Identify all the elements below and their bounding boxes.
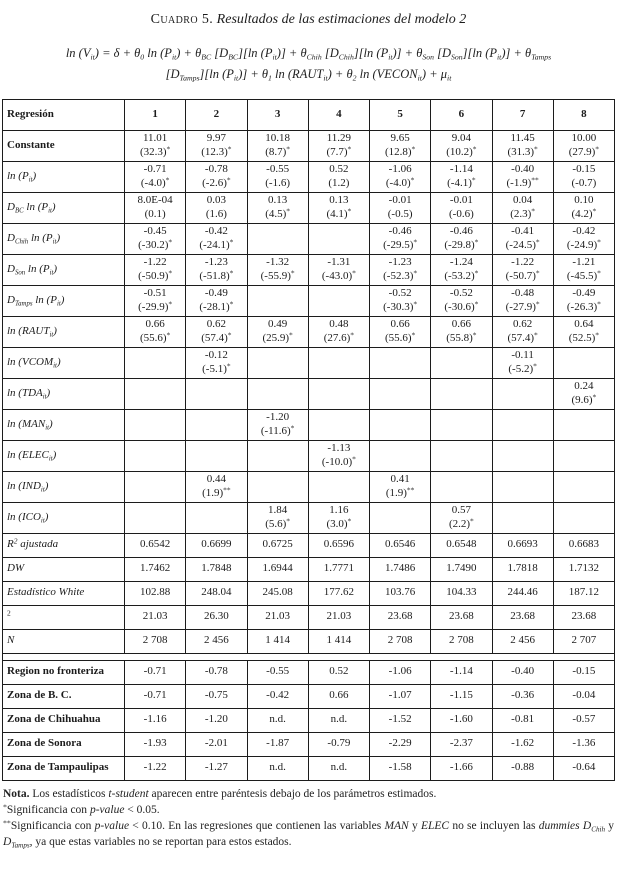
value-cell: -0.55 (-1.6) [247,161,308,192]
value-cell [308,347,369,378]
value-cell: -0.42 (-24.1)* [186,223,247,254]
value-cell: -0.15 (-0.7) [553,161,614,192]
value-cell: -1.06 (-4.0)* [370,161,431,192]
equation-line-1: $\ln (V_{it}) = \delta + \theta_0$ $\ln (P_{it}) + \theta_{BC}$ $[D_{BC}][\ln$ $(P_{it})] + \theta_{Chih}$ $[D_{Chih}][\ln$ $(P_{it})] + \theta_{Son}$ $[D_{Son}][\ln$ $(P_{it})] + \theta_{Tamps}$ [65,46,552,62]
value-cell [492,440,553,471]
corner-label: Regresión [3,99,125,130]
value-cell: -1.15 [431,684,492,708]
table-row [3,316,615,347]
value-cell: 11.29 (7.7)* [308,130,369,161]
value-cell: 1 414 [308,629,369,653]
value-cell: 0.66 (55.6)* [370,316,431,347]
table-row [3,285,615,316]
value-cell: 0.66 (55.8)* [431,316,492,347]
row-label: $\ln (ICO_{it})$ [3,502,125,533]
row-label: Zona de Chihuahua [3,708,125,732]
note-line: Nota. Los estadísticos t-student aparecen entre paréntesis debajo de los parámetros estimados. [3,787,437,800]
equation-line-2: $[D_{Tamps}][\ln$ $(P_{it})] + \theta_1$ $\ln (RAUT_{it}) + \theta_2$ $\ln (VECON_{it}) + \mu_{it}$ [165,67,452,83]
value-cell [247,285,308,316]
value-cell [553,409,614,440]
value-cell: 0.44 (1.9)** [186,471,247,502]
value-cell: 1.7771 [308,557,369,581]
value-cell: -0.15 [553,660,614,684]
value-cell: 21.03 [308,605,369,629]
value-cell: 1.84 (5.6)* [247,502,308,533]
value-cell: 21.03 [247,605,308,629]
row-label: Zona de Sonora [3,732,125,756]
table-row [3,533,615,557]
value-cell: -1.20 (-11.6)* [247,409,308,440]
table-row [3,161,615,192]
model-equation [2,43,615,86]
row-label: $\ln (IND_{it})$ [3,471,125,502]
value-cell: 0.6693 [492,533,553,557]
value-cell [431,471,492,502]
value-cell: 21.03 [125,605,186,629]
table-row [3,130,615,161]
value-cell [308,378,369,409]
table-row [3,254,615,285]
value-cell: -0.11 (-5.2)* [492,347,553,378]
value-cell: -0.49 (-26.3)* [553,285,614,316]
value-cell: -0.04 [553,684,614,708]
value-cell [247,378,308,409]
value-cell: 10.00 (27.9)* [553,130,614,161]
value-cell: 104.33 [431,581,492,605]
value-cell: -1.60 [431,708,492,732]
value-cell [125,502,186,533]
value-cell: 0.6548 [431,533,492,557]
value-cell [431,409,492,440]
value-cell: 9.97 (12.3)* [186,130,247,161]
value-cell: -0.46 (-29.8)* [431,223,492,254]
value-cell: n.d. [247,708,308,732]
value-cell [370,347,431,378]
value-cell: -1.07 [370,684,431,708]
value-cell: 0.48 (27.6)* [308,316,369,347]
table-row [3,223,615,254]
value-cell: -0.55 [247,660,308,684]
value-cell: 0.13 (4.5)* [247,192,308,223]
table-number: Cuadro 5. [150,12,214,27]
value-cell: -1.58 [370,756,431,780]
value-cell: -1.66 [431,756,492,780]
table-row [3,605,615,629]
column-header: 6 [431,99,492,130]
row-label: $\ln (P_{it})$ [3,161,125,192]
row-label: $\ln (ELEC_{it})$ [3,440,125,471]
page-title [2,12,615,28]
value-cell: -0.40 [492,660,553,684]
column-header: 7 [492,99,553,130]
value-cell: -2.29 [370,732,431,756]
value-cell [492,471,553,502]
value-cell [125,347,186,378]
row-label: $D_{BC}$ $\ln (P_{it})$ [3,192,125,223]
value-cell [186,409,247,440]
row-label: $\ln (RAUT_{it})$ [3,316,125,347]
value-cell: 0.6546 [370,533,431,557]
value-cell [553,471,614,502]
value-cell: 0.57 (2.2)* [431,502,492,533]
value-cell: -2.37 [431,732,492,756]
value-cell: 23.68 [492,605,553,629]
value-cell: -0.52 (-30.3)* [370,285,431,316]
value-cell: -0.36 [492,684,553,708]
value-cell: -1.52 [370,708,431,732]
table-body [3,130,615,780]
value-cell: 9.04 (10.2)* [431,130,492,161]
row-label: 2 [3,605,125,629]
value-cell: 2 708 [370,629,431,653]
value-cell: -0.48 (-27.9)* [492,285,553,316]
column-header: 8 [553,99,614,130]
row-label: Zona de Tampaulipas [3,756,125,780]
value-cell: -1.27 [186,756,247,780]
value-cell: 11.45 (31.3)* [492,130,553,161]
value-cell [247,440,308,471]
value-cell: n.d. [308,756,369,780]
value-cell: -1.87 [247,732,308,756]
value-cell [308,471,369,502]
row-label: $D_{Tamps}$ $\ln (P_{it})$ [3,285,125,316]
table-row [3,192,615,223]
table-header [3,99,615,130]
value-cell: 245.08 [247,581,308,605]
value-cell [186,440,247,471]
results-table [2,99,615,781]
value-cell [125,440,186,471]
value-cell [308,223,369,254]
value-cell: 0.6699 [186,533,247,557]
value-cell: 0.66 [308,684,369,708]
table-row [3,347,615,378]
value-cell [308,285,369,316]
value-cell [431,378,492,409]
value-cell: n.d. [247,756,308,780]
value-cell: -1.93 [125,732,186,756]
value-cell: -0.12 (-5.1)* [186,347,247,378]
table-row [3,660,615,684]
value-cell: 0.62 (57.4)* [492,316,553,347]
value-cell [125,378,186,409]
table-row [3,629,615,653]
value-cell: -0.49 (-28.1)* [186,285,247,316]
value-cell: 1.6944 [247,557,308,581]
value-cell [125,409,186,440]
value-cell [247,223,308,254]
value-cell: 0.64 (52.5)* [553,316,614,347]
value-cell [370,502,431,533]
value-cell: 2 456 [492,629,553,653]
note-line: *Significancia con p-value < 0.05. [3,802,160,816]
value-cell [553,502,614,533]
value-cell [370,378,431,409]
value-cell: 244.46 [492,581,553,605]
value-cell: -0.81 [492,708,553,732]
value-cell: -1.23 (-52.3)* [370,254,431,285]
value-cell: n.d. [308,708,369,732]
value-cell: 187.12 [553,581,614,605]
value-cell [308,409,369,440]
value-cell: -0.40 (-1.9)** [492,161,553,192]
separator-cell [3,653,615,660]
value-cell: 0.6725 [247,533,308,557]
value-cell: 10.18 (8.7)* [247,130,308,161]
row-label: $\ln (MAN_{it})$ [3,409,125,440]
table-row [3,684,615,708]
value-cell: 2 708 [431,629,492,653]
value-cell: 0.52 (1.2) [308,161,369,192]
table-row [3,581,615,605]
value-cell [431,347,492,378]
row-label: DW [3,557,125,581]
value-cell: -0.71 [125,684,186,708]
table-row [3,378,615,409]
value-cell: 0.13 (4.1)* [308,192,369,223]
value-cell: 1.7818 [492,557,553,581]
value-cell: -1.20 [186,708,247,732]
value-cell: 0.24 (9.6)* [553,378,614,409]
value-cell: 0.41 (1.9)** [370,471,431,502]
row-label: Region no fronteriza [3,660,125,684]
value-cell: -0.45 (-30.2)* [125,223,186,254]
value-cell: 1 414 [247,629,308,653]
value-cell: 0.62 (57.4)* [186,316,247,347]
value-cell: -0.01 (-0.6) [431,192,492,223]
value-cell: -0.75 [186,684,247,708]
value-cell: -1.22 (-50.9)* [125,254,186,285]
value-cell: 102.88 [125,581,186,605]
value-cell: -2.01 [186,732,247,756]
value-cell: 248.04 [186,581,247,605]
value-cell [492,409,553,440]
value-cell: -0.42 [247,684,308,708]
value-cell: 177.62 [308,581,369,605]
row-label: $D_{Chih}$ $\ln (P_{it})$ [3,223,125,254]
value-cell: 9.65 (12.8)* [370,130,431,161]
row-label: $\ln (TDA_{it})$ [3,378,125,409]
column-header: 1 [125,99,186,130]
value-cell: 0.6542 [125,533,186,557]
value-cell: -0.51 (-29.9)* [125,285,186,316]
value-cell: -1.14 (-4.1)* [431,161,492,192]
notes [3,786,614,851]
value-cell: -1.23 (-51.8)* [186,254,247,285]
value-cell: -0.57 [553,708,614,732]
value-cell: 1.7132 [553,557,614,581]
value-cell: -0.78 (-2.6)* [186,161,247,192]
table-row [3,708,615,732]
value-cell: -1.62 [492,732,553,756]
value-cell: -1.06 [370,660,431,684]
row-label: $D_{Son}$ $\ln (P_{it})$ [3,254,125,285]
table-header-row [3,99,615,130]
value-cell: 8.0E-04 (0.1) [125,192,186,223]
value-cell: 2 456 [186,629,247,653]
value-cell: -0.52 (-30.6)* [431,285,492,316]
value-cell: 0.66 (55.6)* [125,316,186,347]
value-cell [125,471,186,502]
value-cell [186,502,247,533]
value-cell: -0.64 [553,756,614,780]
value-cell [492,378,553,409]
value-cell: 1.16 (3.0)* [308,502,369,533]
value-cell: -1.16 [125,708,186,732]
value-cell [370,409,431,440]
row-label: $\ln (VCOM_{it})$ [3,347,125,378]
column-header: 4 [308,99,369,130]
value-cell [186,378,247,409]
row-label: Zona de B. C. [3,684,125,708]
table-row [3,471,615,502]
value-cell: 0.6596 [308,533,369,557]
separator-row [3,653,615,660]
value-cell: -0.79 [308,732,369,756]
value-cell: 2 708 [125,629,186,653]
value-cell: -1.32 (-55.9)* [247,254,308,285]
value-cell: 103.76 [370,581,431,605]
column-header: 3 [247,99,308,130]
table-row [3,440,615,471]
value-cell: -1.31 (-43.0)* [308,254,369,285]
value-cell: 1.7848 [186,557,247,581]
note-line: **Significancia con p-value < 0.10. En las regresiones que contienen las variables MAN y ELEC no se incluyen las dummies $D_{Chih}$ y $D_{Tamps}$, ya que estas variables no se reportan para estos estados. [3,818,615,850]
value-cell: 11.01 (32.3)* [125,130,186,161]
value-cell [247,347,308,378]
table-row [3,756,615,780]
row-label: $R^2$ ajustada [3,533,125,557]
table-row [3,409,615,440]
value-cell [247,471,308,502]
value-cell: -0.88 [492,756,553,780]
value-cell: -1.24 (-53.2)* [431,254,492,285]
value-cell [431,440,492,471]
row-label: Constante [3,130,125,161]
value-cell: -0.71 [125,660,186,684]
value-cell: -1.21 (-45.5)* [553,254,614,285]
value-cell: 2 707 [553,629,614,653]
row-label: Estadístico White [3,581,125,605]
value-cell: 0.03 (1.6) [186,192,247,223]
value-cell: 0.49 (25.9)* [247,316,308,347]
value-cell: -1.36 [553,732,614,756]
value-cell: 1.7486 [370,557,431,581]
value-cell: 0.10 (4.2)* [553,192,614,223]
table-title-text: Resultados de las estimaciones del modelo 2 [213,12,467,27]
value-cell: 26.30 [186,605,247,629]
value-cell: 0.6683 [553,533,614,557]
value-cell: -1.22 [125,756,186,780]
value-cell: -0.01 (-0.5) [370,192,431,223]
value-cell: 23.68 [370,605,431,629]
column-header: 2 [186,99,247,130]
value-cell: 0.04 (2.3)* [492,192,553,223]
value-cell [370,440,431,471]
table-row [3,732,615,756]
value-cell: 0.52 [308,660,369,684]
value-cell: -0.41 (-24.5)* [492,223,553,254]
value-cell: 23.68 [431,605,492,629]
value-cell: -0.78 [186,660,247,684]
table-row [3,557,615,581]
value-cell: -1.13 (-10.0)* [308,440,369,471]
value-cell [553,347,614,378]
value-cell: 23.68 [553,605,614,629]
value-cell: -0.46 (-29.5)* [370,223,431,254]
column-header: 5 [370,99,431,130]
value-cell: -1.22 (-50.7)* [492,254,553,285]
value-cell: 1.7490 [431,557,492,581]
value-cell [492,502,553,533]
row-label: N [3,629,125,653]
value-cell [553,440,614,471]
value-cell: -0.71 (-4.0)* [125,161,186,192]
value-cell: -1.14 [431,660,492,684]
value-cell: -0.42 (-24.9)* [553,223,614,254]
table-row [3,502,615,533]
value-cell: 1.7462 [125,557,186,581]
